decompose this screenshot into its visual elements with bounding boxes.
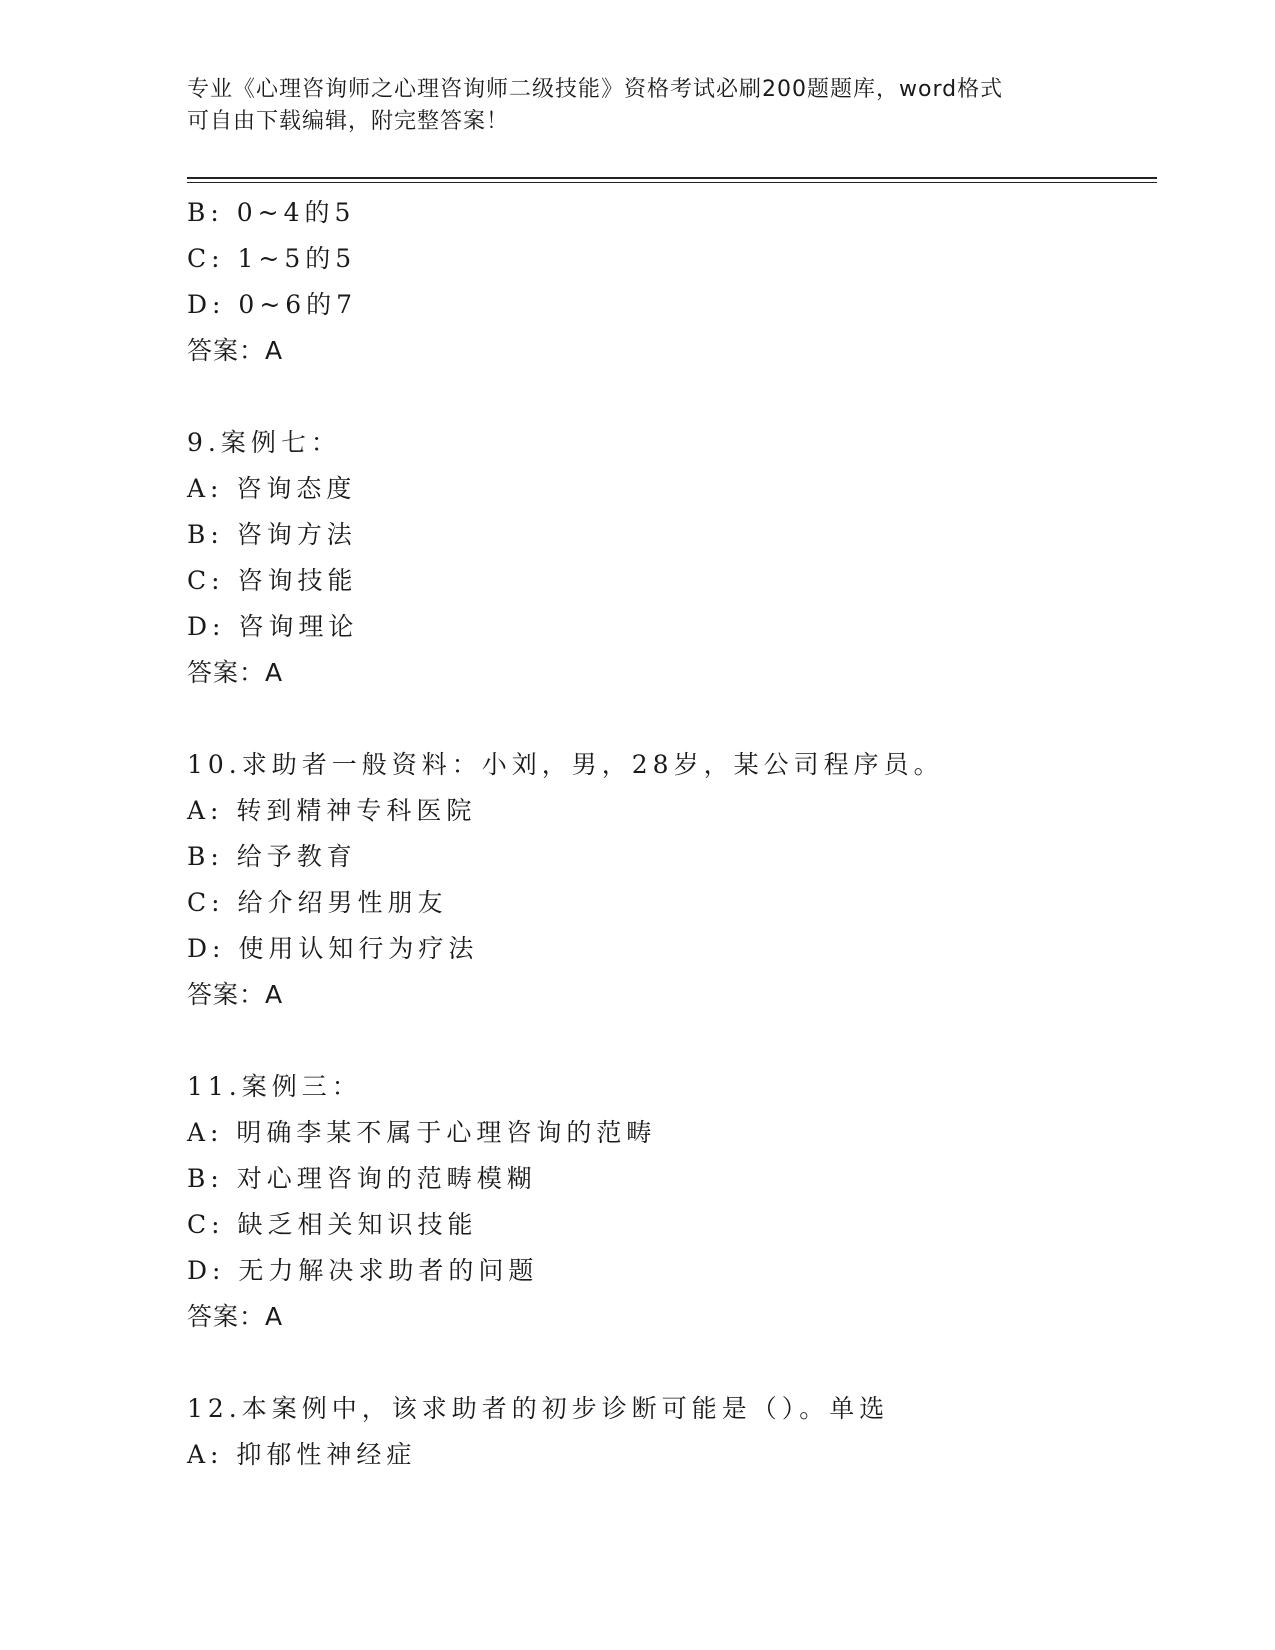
- header-title-line-2: 可自由下载编辑，附完整答案！: [187, 109, 510, 134]
- question-prev: [187, 190, 1157, 374]
- option-c: C: 1~5的5: [187, 244, 357, 273]
- option-c: C: 咨询技能: [187, 566, 358, 595]
- spacer: [187, 696, 1157, 742]
- question-9: [187, 420, 1157, 696]
- question-list: [187, 190, 1157, 1478]
- option-d: D: 0~6的7: [187, 290, 358, 319]
- option-d: D: 无力解决求助者的问题: [187, 1256, 539, 1285]
- document-header: [187, 74, 1087, 138]
- option-b: B: 给予教育: [187, 842, 357, 871]
- header-divider-thick: [187, 177, 1157, 179]
- answer-line: 答案：A: [187, 336, 284, 365]
- spacer: [187, 1340, 1157, 1386]
- option-c: C: 缺乏相关知识技能: [187, 1210, 478, 1239]
- question-11: [187, 1064, 1157, 1340]
- option-a: A: 转到精神专科医院: [187, 796, 477, 825]
- question-stem: 11.案例三：: [187, 1072, 362, 1101]
- question-stem: 12.本案例中，该求助者的初步诊断可能是（）。单选: [187, 1394, 890, 1423]
- question-12: [187, 1386, 1157, 1478]
- option-c: C: 给介绍男性朋友: [187, 888, 448, 917]
- question-10: [187, 742, 1157, 1018]
- question-stem: 9.案例七：: [187, 428, 341, 457]
- spacer: [187, 374, 1157, 420]
- question-stem: 10.求助者一般资料：小刘，男，28岁，某公司程序员。: [187, 750, 944, 779]
- answer-line: 答案：A: [187, 980, 284, 1009]
- option-b: B: 咨询方法: [187, 520, 357, 549]
- header-divider-thin: [187, 182, 1157, 183]
- answer-line: 答案：A: [187, 658, 284, 687]
- spacer: [187, 1018, 1157, 1064]
- option-a: A: 明确李某不属于心理咨询的范畴: [187, 1118, 657, 1147]
- option-a: A: 抑郁性神经症: [187, 1440, 417, 1469]
- option-d: D: 使用认知行为疗法: [187, 934, 479, 963]
- option-a: A: 咨询态度: [187, 474, 357, 503]
- answer-line: 答案：A: [187, 1302, 284, 1331]
- option-b: B: 0~4的5: [187, 198, 356, 227]
- option-d: D: 咨询理论: [187, 612, 359, 641]
- option-b: B: 对心理咨询的范畴模糊: [187, 1164, 537, 1193]
- header-title-line-1: 专业《心理咨询师之心理咨询师二级技能》资格考试必刷200题题库，word格式: [187, 77, 1004, 102]
